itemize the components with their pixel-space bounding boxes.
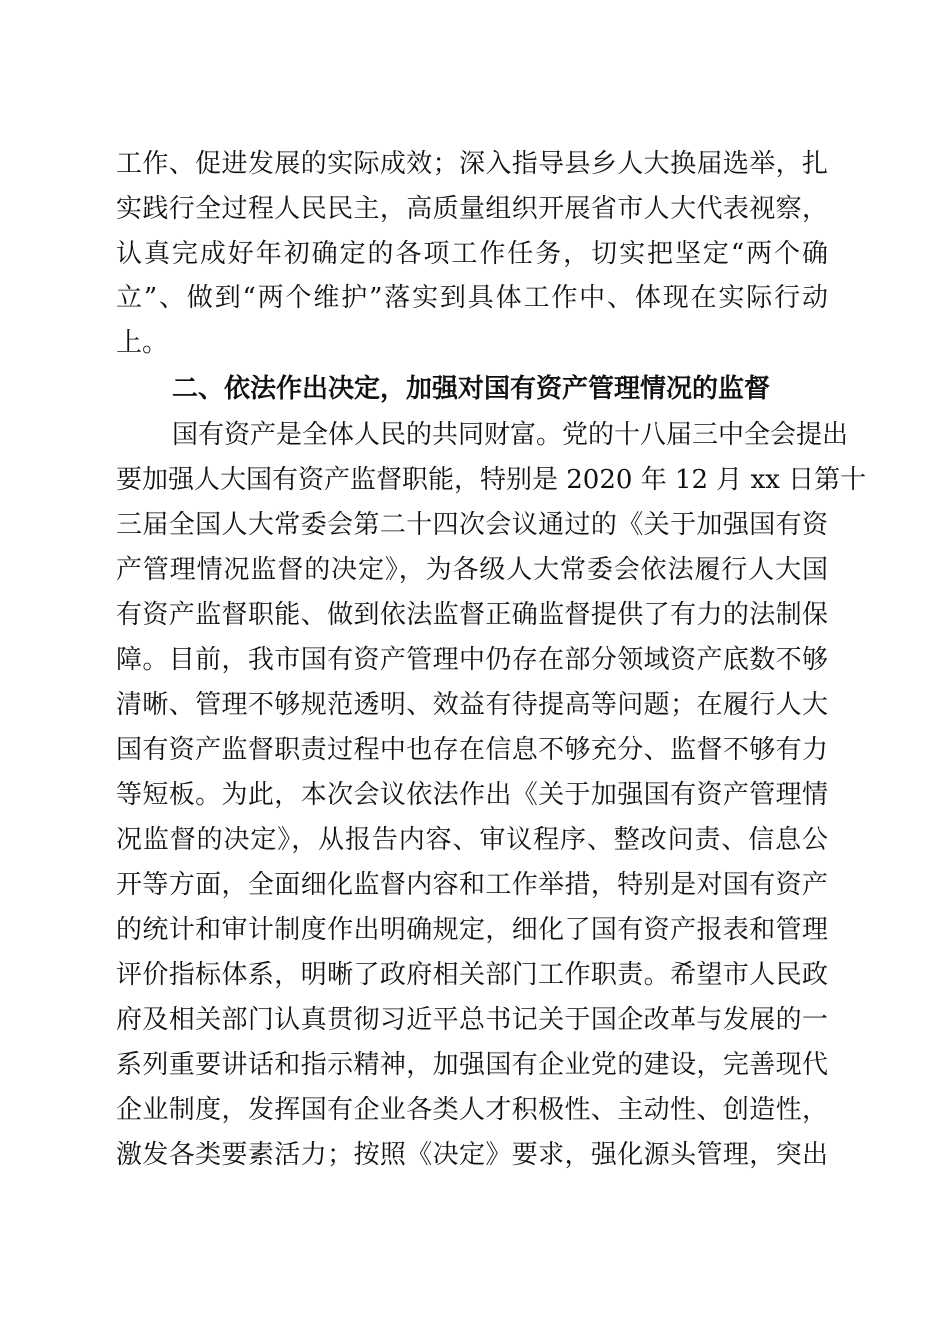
paragraph-line: 的统计和审计制度作出明确规定，细化了国有资产报表和管理: [116, 915, 828, 945]
paragraph-line: 系列重要讲话和指示精神，加强国有企业党的建设，完善现代: [116, 1050, 828, 1080]
paragraph-line: 障。目前，我市国有资产管理中仍存在部分领域资产底数不够: [116, 645, 828, 675]
paragraph-line: 上。: [116, 328, 169, 358]
paragraph-line: 开等方面，全面细化监督内容和工作举措，特别是对国有资产: [116, 870, 828, 900]
section-heading: 二、依法作出决定，加强对国有资产管理情况的监督: [172, 374, 771, 404]
paragraph-line: 等短板。为此，本次会议依法作出《关于加强国有资产管理情: [116, 780, 828, 810]
paragraph-line: 激发各类要素活力；按照《决定》要求，强化源头管理，突出: [116, 1140, 828, 1170]
paragraph-line: 清晰、管理不够规范透明、效益有待提高等问题；在履行人大: [116, 690, 828, 720]
paragraph-line: 立”、做到“两个维护”落实到具体工作中、体现在实际行动: [116, 283, 828, 313]
paragraph-line: 三届全国人大常委会第二十四次会议通过的《关于加强国有资: [116, 510, 828, 540]
paragraph-line: 评价指标体系，明晰了政府相关部门工作职责。希望市人民政: [116, 960, 828, 990]
paragraph-line: 要加强人大国有资产监督职能，特别是 2020 年 12 月 xx 日第十: [116, 465, 867, 495]
paragraph-line: 认真完成好年初确定的各项工作任务，切实把坚定“两个确: [116, 239, 828, 269]
paragraph-line: 工作、促进发展的实际成效；深入指导县乡人大换届选举，扎: [116, 149, 828, 179]
paragraph-line: 国有资产是全体人民的共同财富。党的十八届三中全会提出: [172, 420, 849, 450]
paragraph-line: 实践行全过程人民民主，高质量组织开展省市人大代表视察，: [116, 194, 828, 224]
paragraph-line: 产管理情况监督的决定》，为各级人大常委会依法履行人大国: [116, 555, 828, 585]
paragraph-line: 企业制度，发挥国有企业各类人才积极性、主动性、创造性，: [116, 1095, 828, 1125]
paragraph-line: 府及相关部门认真贯彻习近平总书记关于国企改革与发展的一: [116, 1005, 828, 1035]
paragraph-line: 国有资产监督职责过程中也存在信息不够充分、监督不够有力: [116, 735, 828, 765]
paragraph-line: 有资产监督职能、做到依法监督正确监督提供了有力的法制保: [116, 600, 828, 630]
paragraph-line: 况监督的决定》，从报告内容、审议程序、整改问责、信息公: [116, 825, 828, 855]
